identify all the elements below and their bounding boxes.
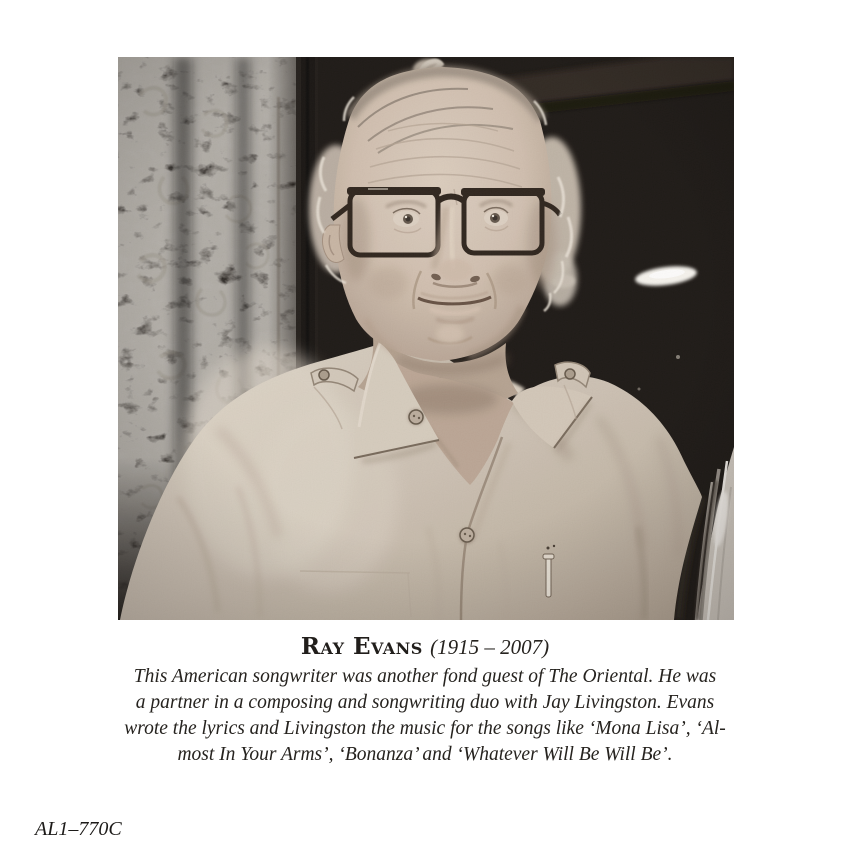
caption-line: This American songwriter was another fond guest of The Oriental. He was	[133, 666, 717, 687]
vignette	[118, 57, 734, 620]
caption-body	[0, 664, 850, 768]
caption-line: a partner in a composing and songwriting duo with Jay Livingston. Evans	[135, 692, 715, 713]
caption-title	[0, 633, 850, 661]
person-dates: (1915 – 2007)	[430, 635, 550, 659]
archive-code: AL1–770C	[35, 818, 122, 840]
photo-illustration	[118, 57, 734, 620]
caption	[0, 633, 850, 768]
photo-ray-evans	[118, 57, 734, 620]
caption-line: wrote the lyrics and Livingston the music for the songs like ‘Mona Lisa’, ‘Al-	[124, 718, 726, 739]
person-name: Ray Evans	[300, 633, 423, 660]
caption-line: most In Your Arms’, ‘Bonanza’ and ‘Whatever Will Be Will Be’.	[177, 744, 673, 765]
